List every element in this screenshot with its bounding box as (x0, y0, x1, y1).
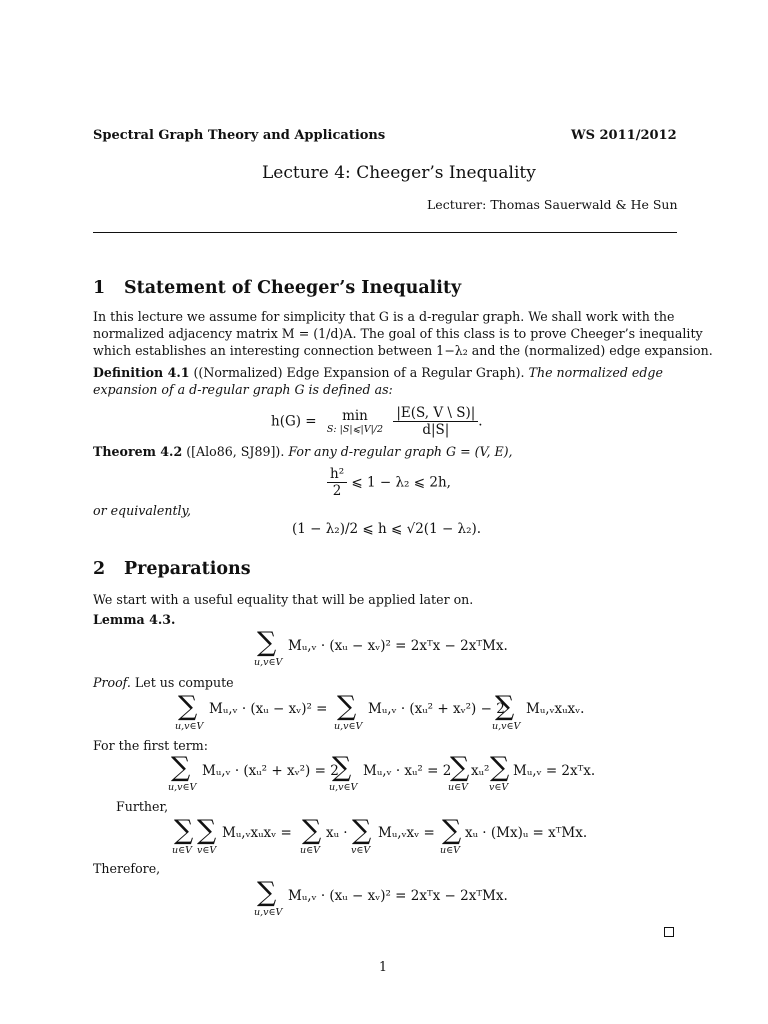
final-equation: Mᵤ,ᵥ · (xᵤ − xᵥ)² = 2xᵀx − 2xᵀMx. (288, 888, 508, 904)
first-term-eq-part: Mᵤ,ᵥ · xᵤ² = 2 (363, 763, 452, 779)
sum-symbol: ∑ (450, 752, 470, 783)
sum-subscript: u,v∈V (175, 721, 204, 732)
theorem-reference: ([Alo86, SJ89]). (186, 444, 285, 459)
paragraph-line: normalized adjacency matrix M = (1/d)A. The goal of this class is to prove Cheeger’s inequality (93, 326, 703, 341)
theorem-equation-2: (1 − λ₂)/2 ⩽ h ⩽ √2(1 − λ₂). (292, 521, 482, 537)
definition-text: The normalized edge (528, 365, 663, 380)
sum-subscript: u,v∈V (254, 657, 283, 668)
sum-subscript: u,v∈V (254, 907, 283, 918)
section-1-heading (93, 278, 461, 298)
proof-line (93, 677, 234, 690)
section-title: Statement of Cheeger’s Inequality (124, 278, 462, 298)
further-eq-part: Mᵤ,ᵥxᵤxᵥ = (222, 825, 292, 841)
theorem-label: Theorem 4.2 (93, 444, 183, 459)
fraction-denominator: d|S| (422, 422, 450, 438)
therefore-label: Therefore, (93, 861, 161, 876)
sum-subscript: u∈V (300, 845, 321, 856)
further-eq-part: xᵤ · (Mx)ᵤ = xᵀMx. (465, 825, 588, 841)
lecturer-label: Lecturer: (427, 197, 487, 212)
definition-name: ((Normalized) Edge Expansion of a Regular Graph). (193, 365, 525, 380)
definition-line (93, 367, 663, 380)
sum-subscript: u∈V (448, 782, 469, 793)
header-rule (93, 232, 677, 233)
proof-eq-part: Mᵤ,ᵥxᵤxᵥ. (526, 701, 585, 717)
term: WS 2011/2012 (571, 128, 677, 143)
first-term-eq-part: xᵤ² (471, 763, 490, 779)
paragraph-line: In this lecture we assume for simplicity that G is a d-regular graph. We shall work with the (93, 309, 675, 324)
definition-label: Definition 4.1 (93, 365, 190, 380)
section-2-heading (93, 559, 251, 579)
lemma-label: Lemma 4.3. (93, 612, 176, 627)
sum-symbol: ∑ (174, 815, 194, 846)
sum-symbol: ∑ (178, 691, 198, 722)
theorem-line (93, 446, 513, 459)
eq-fraction (327, 466, 347, 499)
sum-symbol: ∑ (257, 627, 277, 658)
lecturer-line (427, 197, 678, 212)
first-term-eq-part: Mᵤ,ᵥ = 2xᵀx. (513, 763, 596, 779)
lecture-title: Lecture 4: Cheeger’s Inequality (262, 163, 536, 183)
sum-symbol: ∑ (332, 752, 352, 783)
lemma-equation: Mᵤ,ᵥ · (xᵤ − xᵥ)² = 2xᵀx − 2xᵀMx. (288, 638, 508, 654)
section-title: Preparations (124, 559, 251, 579)
sum-symbol: ∑ (490, 752, 510, 783)
eq-min (327, 408, 383, 435)
sum-symbol: ∑ (337, 691, 357, 722)
section-intro: We start with a useful equality that will be applied later on. (93, 592, 474, 607)
eq-lhs: h(G) = (271, 413, 317, 430)
fraction-numerator: |E(S, V \ S)| (393, 405, 478, 422)
section-number: 2 (93, 559, 106, 579)
lecturer-names: Thomas Sauerwald & He Sun (490, 197, 678, 212)
sum-subscript: u,v∈V (168, 782, 197, 793)
section-number: 1 (93, 278, 106, 298)
proof-eq-part: Mᵤ,ᵥ · (xᵤ − xᵥ)² = (209, 701, 328, 717)
fraction-denominator: 2 (332, 483, 342, 499)
sum-symbol: ∑ (442, 815, 462, 846)
first-term-label: For the first term: (93, 738, 208, 753)
sum-subscript: u,v∈V (492, 721, 521, 732)
sum-symbol: ∑ (495, 691, 515, 722)
sum-symbol: ∑ (171, 752, 191, 783)
qed-square-icon (664, 927, 674, 937)
sum-symbol: ∑ (197, 815, 217, 846)
sum-symbol: ∑ (302, 815, 322, 846)
sum-subscript: u∈V (440, 845, 461, 856)
proof-text: Let us compute (134, 675, 234, 690)
fraction-numerator: h² (327, 466, 347, 483)
eq-fraction (393, 405, 478, 438)
min-subscript: S: |S|⩽|V|/2 (326, 424, 384, 435)
sum-symbol: ∑ (257, 877, 277, 908)
sum-symbol: ∑ (352, 815, 372, 846)
course-name: Spectral Graph Theory and Applications (93, 128, 386, 143)
further-label: Further, (116, 799, 169, 814)
sum-subscript: v∈V (197, 845, 217, 856)
proof-eq-part: Mᵤ,ᵥ · (xᵤ² + xᵥ²) − 2 (368, 701, 505, 717)
eq-rest: ⩽ 1 − λ₂ ⩽ 2h, (351, 474, 451, 491)
sum-subscript: v∈V (351, 845, 371, 856)
paragraph-line: which establishes an interesting connection between 1−λ₂ and the (normalized) edge expansion. (93, 343, 713, 358)
further-eq-part: xᵤ · (326, 825, 348, 841)
sum-subscript: u,v∈V (334, 721, 363, 732)
proof-label: Proof. (93, 675, 131, 690)
sum-subscript: u,v∈V (329, 782, 358, 793)
first-term-eq-part: Mᵤ,ᵥ · (xᵤ² + xᵥ²) = 2 (202, 763, 339, 779)
theorem-text: For any d-regular graph G = (V, E), (288, 444, 513, 459)
further-eq-part: Mᵤ,ᵥxᵥ = (378, 825, 435, 841)
page-number: 1 (379, 959, 388, 974)
sum-subscript: v∈V (489, 782, 509, 793)
theorem-equation-1 (327, 466, 451, 499)
min-operator: min (342, 408, 368, 424)
definition-equation: h(G) = min S: |S|⩽|V|/2 $\frac{|E(S, V \backslash S)|}{d|S|}$ . (271, 405, 483, 438)
definition-text-line2: expansion of a d-regular graph G is defined as: (93, 382, 393, 397)
sum-subscript: u∈V (172, 845, 193, 856)
or-equivalently: or equivalently, (93, 503, 192, 518)
